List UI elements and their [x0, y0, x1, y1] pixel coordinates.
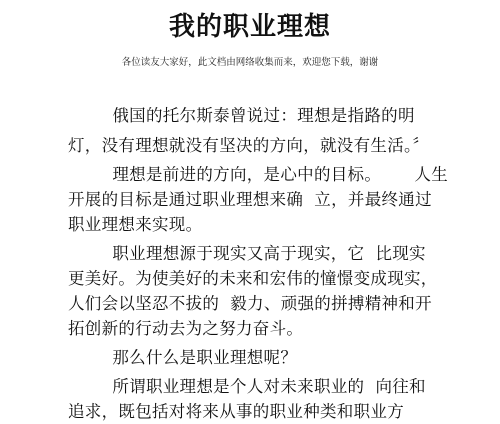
- body-line: 职业理想来实现。: [68, 215, 203, 234]
- body-line: 理想是前进的方向，是心中的目标。 人生: [68, 165, 449, 184]
- body-line: 所谓职业理想是个人对未来职业的 向往和: [68, 377, 426, 396]
- body-line: 追求，既包括对将来从事的职业种类和职业方: [68, 402, 404, 421]
- body-line: 职业理想源于现实又高于现实，它 比现实: [68, 244, 426, 263]
- body-line: 开展的目标是通过职业理想来确 立，并最终通过: [68, 190, 432, 209]
- body-line: 拓创新的行动去为之努力奋斗。: [68, 319, 304, 338]
- body-line: 灯，没有理想就没有坚决的方向，就没有生活。〞: [68, 136, 430, 155]
- download-notice: 各位读友大家好，此文档由网络收集而来，欢迎您下载，谢谢: [121, 57, 379, 68]
- body-line: 人们会以坚忍不拔的 毅力、顽强的拼搏精神和开: [68, 294, 432, 313]
- document-title: 我的职业理想: [168, 12, 331, 42]
- body-line: 俄国的托尔斯泰曾说过：理想是指路的明: [68, 106, 415, 125]
- body-line: 更美好。为使美好的未来和宏伟的憧憬变成现实，: [68, 269, 438, 288]
- body-line: 那么什么是职业理想呢？: [68, 348, 298, 367]
